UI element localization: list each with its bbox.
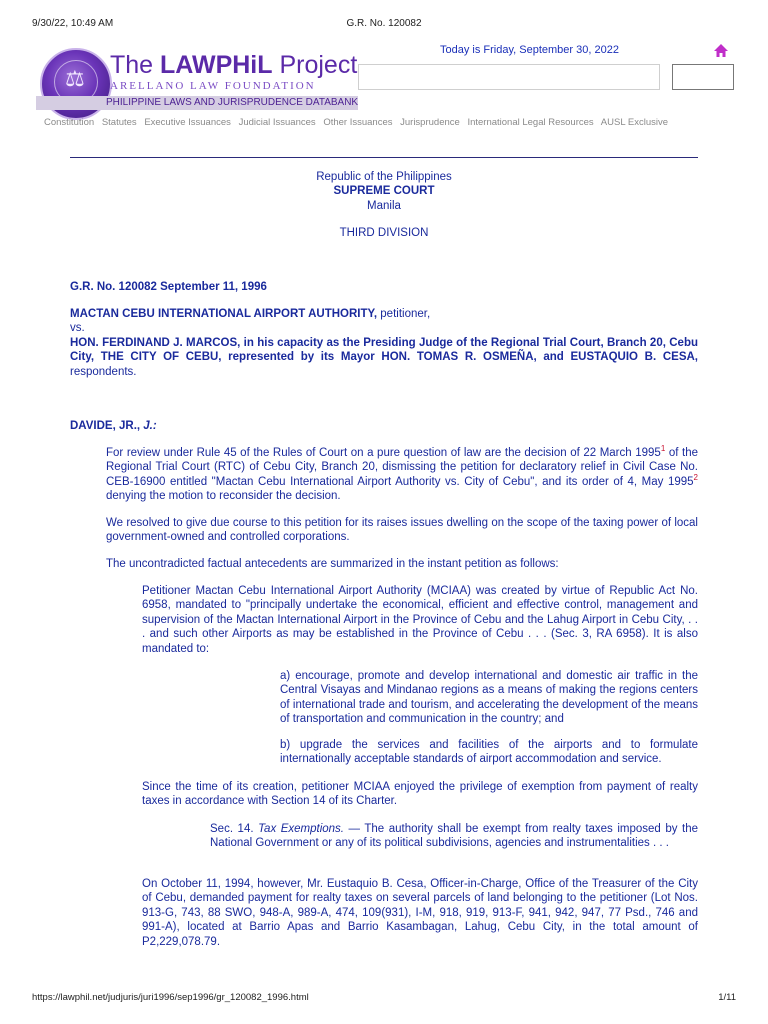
site-title[interactable] [110,50,357,80]
section-14-quote [210,822,698,851]
paragraph-1-c: denying the motion to reconsider the decision. [106,490,341,503]
header-court: SUPREME COURT [333,185,435,197]
nav-item-jurisprudence[interactable]: Jurisprudence [400,117,460,128]
scales-icon: ⚖ [65,66,85,91]
nav-item-international-legal-resources[interactable]: International Legal Resources [467,117,594,128]
footnote-link-1[interactable]: 1 [660,444,666,454]
petitioner-role: petitioner, [377,308,431,320]
today-date: Today is Friday, September 30, 2022 [440,44,619,56]
footnote-link-2[interactable]: 2 [693,472,698,482]
quoted-paragraph-2: Since the time of its creation, petitioner MCIAA enjoyed the privilege of exemption from payment of realty taxes in accordance with Section 14 of its Charter. [142,781,698,808]
nav-item-judicial-issuances[interactable]: Judicial Issuances [238,117,316,128]
paragraph-1-a: For review under Rule 45 of the Rules of Court on a pure question of law are the decision of 22 March 1995 [106,447,661,459]
print-url: https://lawphil.net/judjuris/juri1996/sep1996/gr_120082_1996.html [32,992,309,1003]
header-city: Manila [367,200,401,212]
site-title-prefix: The [110,51,161,79]
petitioner-line [70,307,698,321]
respondents-line [70,336,698,379]
site-title-suffix: Project [272,51,358,79]
site-banner [36,40,736,128]
respondents-names: HON. FERDINAND J. MARCOS, in his capacity as the Presiding Judge of the Regional Trial Court, Branch 20, Cebu City, THE CITY OF CEBU, represented by its Mayor HON. TOMAS R. OSMEÑA, and EUSTAQUIO B. CESA, [70,336,698,364]
nav-item-other-issuances[interactable]: Other Issuances [323,117,393,128]
case-number: G.R. No. 120082 September 11, 1996 [70,281,267,293]
header-divider [70,157,698,158]
paragraph-3: The uncontradicted factual antecedents are summarized in the instant petition as follows: [106,558,559,570]
nav-item-executive-issuances[interactable]: Executive Issuances [144,117,231,128]
main-nav [44,117,744,129]
nav-item-ausl-exclusive[interactable]: AUSL Exclusive [600,117,669,128]
search-input[interactable] [358,64,660,90]
site-title-brand: LAWPHiL [160,51,273,79]
quoted-item-b: b) upgrade the services and facilities of the airports and to formulate internationally acceptable standards of airport accommodation and service. [280,739,698,766]
print-page-number: 1/11 [718,992,736,1003]
print-footer [32,992,736,1006]
section-title: Tax Exemptions. [258,823,345,835]
section-label: Sec. 14. [210,823,259,835]
home-icon[interactable] [712,42,730,60]
print-datetime: 9/30/22, 10:49 AM [32,18,114,29]
quoted-item-a: a) encourage, promote and develop international and domestic air traffic in the Central Visayas and Mindanao regions as a means of making the regions centers of international trade and tourism, and accelerating the development of the means of transportation and communication in the country; and [280,670,698,726]
ponente-suffix: J.: [143,420,157,432]
quoted-paragraph-3: On October 11, 1994, however, Mr. Eustaquio B. Cesa, Officer-in-Charge, Office of the Treasurer of the City of Cebu, demanded payment for realty taxes on several parcels of land belonging to the petitioner (Lot Nos. 913-G, 743, 88 SWO, 948-A, 989-A, 474, 109(931), I-M, 918, 919, 913-F, 941, 942, 947, 77 Psd., 746 and 991-A), located at Barrio Apas and Barrio Kasambagan, Lahug, Cebu City, in the total amount of P2,229,078.79. [142,878,698,948]
quoted-paragraph-1: Petitioner Mactan Cebu International Airport Authority (MCIAA) was created by virtue of Republic Act No. 6958, mandated to "principally undertake the economical, efficient and effective control, management and supervision of the Mactan International Airport in the Province of Cebu and the Lahug Airport in Cebu City, . . . and such other Airports as may be established in the Province of Cebu . . . (Sec. 3, RA 6958). It is also mandated to: [142,585,698,655]
paragraph-1 [106,446,698,504]
site-tagline-strip [36,96,358,110]
petitioner-name: MACTAN CEBU INTERNATIONAL AIRPORT AUTHORITY, [70,308,378,320]
paragraph-2: We resolved to give due course to this petition for its raises issues dwelling on the scope of the taxing power of local government-owned and controlled corporations. [106,517,698,544]
search-button[interactable] [672,64,734,90]
respondents-role: respondents. [70,365,137,378]
versus: vs. [70,322,85,335]
site-subtitle: ARELLANO LAW FOUNDATION [110,80,316,92]
header-division: THIRD DIVISION [339,227,429,239]
paragraph-1-b: of the Regional Trial Court (RTC) of Cebu City, Branch 20, dismissing the petition for declaratory relief in Civil Case No. CEB-16900 entitled "Mactan Cebu International Airport Authority vs. City of Cebu", and its order of 4, May 1995 [106,447,698,488]
section-text: — The authority shall be exempt from realty taxes imposed by the National Government or any of its political subdivisions, agencies and instrumentalities . . . [210,823,699,850]
header-republic: Republic of the Philippines [316,171,452,183]
nav-item-statutes[interactable]: Statutes [101,117,137,128]
print-title: G.R. No. 120082 [346,18,422,29]
ponente-name: DAVIDE, JR., [70,420,141,432]
case-parties [70,307,698,379]
nav-item-constitution[interactable]: Constitution [44,117,95,128]
ponente [70,419,157,433]
print-header [32,18,736,32]
site-tagline: PHILIPPINE LAWS AND JURISPRUDENCE DATABANK [106,97,359,108]
